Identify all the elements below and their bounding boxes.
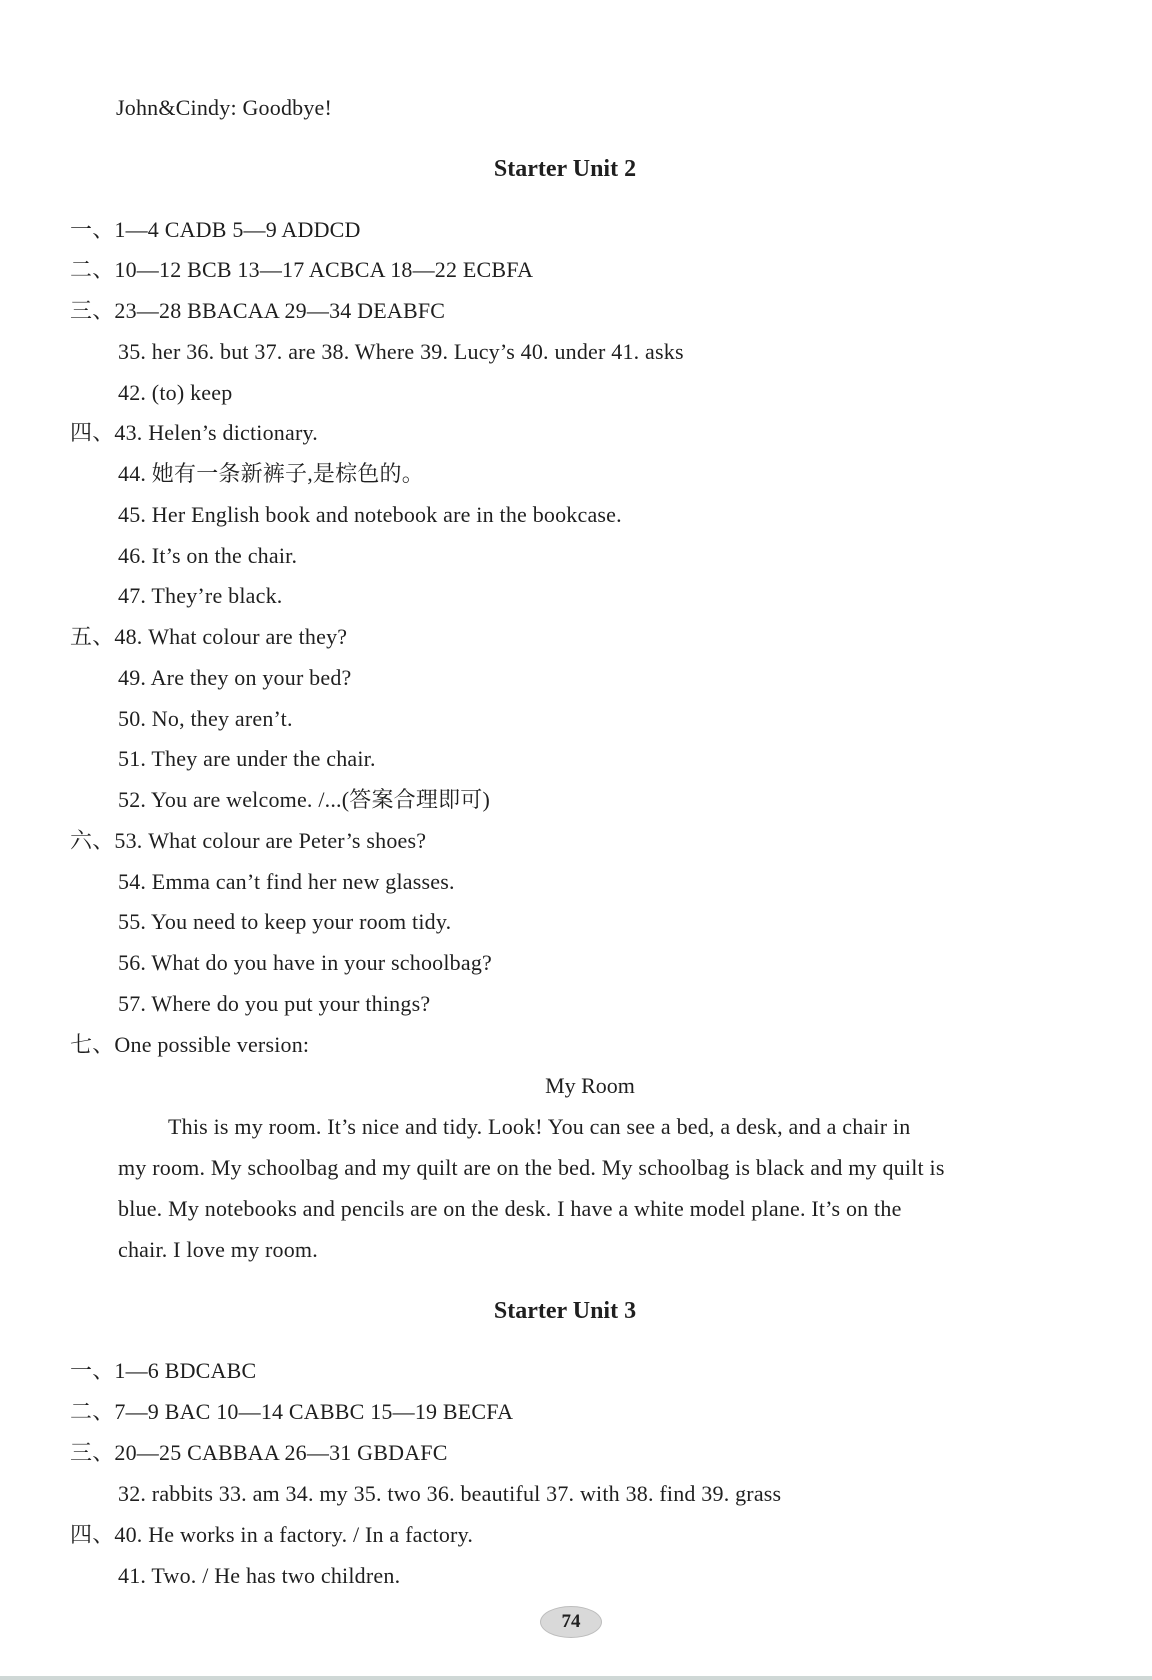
answer-line: 四、40. He works in a factory. / In a factory. <box>70 1522 474 1547</box>
answer-line: 42. (to) keep <box>118 380 233 405</box>
answer-line: 32. rabbits 33. am 34. my 35. two 36. beautiful 37. with 38. find 39. grass <box>118 1481 782 1506</box>
answer-line: 一、1—4 CADB 5—9 ADDCD <box>70 217 361 242</box>
essay-line: This is my room. It’s nice and tidy. Look! You can see a bed, a desk, and a chair in <box>168 1114 911 1139</box>
answer-line: 44. 她有一条新裤子,是棕色的。 <box>118 461 424 486</box>
answer-line: 二、7—9 BAC 10—14 CABBC 15—19 BECFA <box>70 1399 514 1424</box>
essay-line: blue. My notebooks and pencils are on the desk. I have a white model plane. It’s on the <box>118 1196 902 1221</box>
answer-line: 三、23—28 BBACAA 29—34 DEABFC <box>70 298 446 323</box>
answer-line: 35. her 36. but 37. are 38. Where 39. Lucy’s 40. under 41. asks <box>118 339 684 364</box>
answer-line: 六、53. What colour are Peter’s shoes? <box>70 828 427 853</box>
bottom-divider <box>0 1676 1152 1680</box>
answer-line: 一、1—6 BDCABC <box>70 1358 257 1383</box>
answer-line: 47. They’re black. <box>118 583 283 608</box>
essay-line: my room. My schoolbag and my quilt are on the bed. My schoolbag is black and my quilt is <box>118 1155 945 1180</box>
answer-line: 49. Are they on your bed? <box>118 665 352 690</box>
essay-line: chair. I love my room. <box>118 1237 318 1262</box>
section-heading-unit2: Starter Unit 2 <box>493 156 637 182</box>
dialogue-line: John&Cindy: Goodbye! <box>116 95 333 120</box>
essay-title: My Room <box>545 1073 635 1098</box>
answer-line: 45. Her English book and notebook are in the bookcase. <box>118 502 622 527</box>
answer-line: 五、48. What colour are they? <box>70 624 348 649</box>
answer-line: 57. Where do you put your things? <box>118 991 431 1016</box>
answer-line: 二、10—12 BCB 13—17 ACBCA 18—22 ECBFA <box>70 257 534 282</box>
answer-line: 46. It’s on the chair. <box>118 543 298 568</box>
answer-line: 52. You are welcome. /...(答案合理即可) <box>118 787 490 812</box>
answer-line: 56. What do you have in your schoolbag? <box>118 950 492 975</box>
answer-line: 55. You need to keep your room tidy. <box>118 909 452 934</box>
answer-line: 七、One possible version: <box>70 1032 310 1057</box>
answer-line: 四、43. Helen’s dictionary. <box>70 420 318 445</box>
answer-line: 三、20—25 CABBAA 26—31 GBDAFC <box>70 1440 448 1465</box>
answer-line: 41. Two. / He has two children. <box>118 1563 401 1588</box>
page-number: 74 <box>540 1606 602 1638</box>
answer-line: 50. No, they aren’t. <box>118 706 293 731</box>
answer-line: 51. They are under the chair. <box>118 746 376 771</box>
section-heading-unit3: Starter Unit 3 <box>493 1298 637 1324</box>
answer-line: 54. Emma can’t find her new glasses. <box>118 869 455 894</box>
